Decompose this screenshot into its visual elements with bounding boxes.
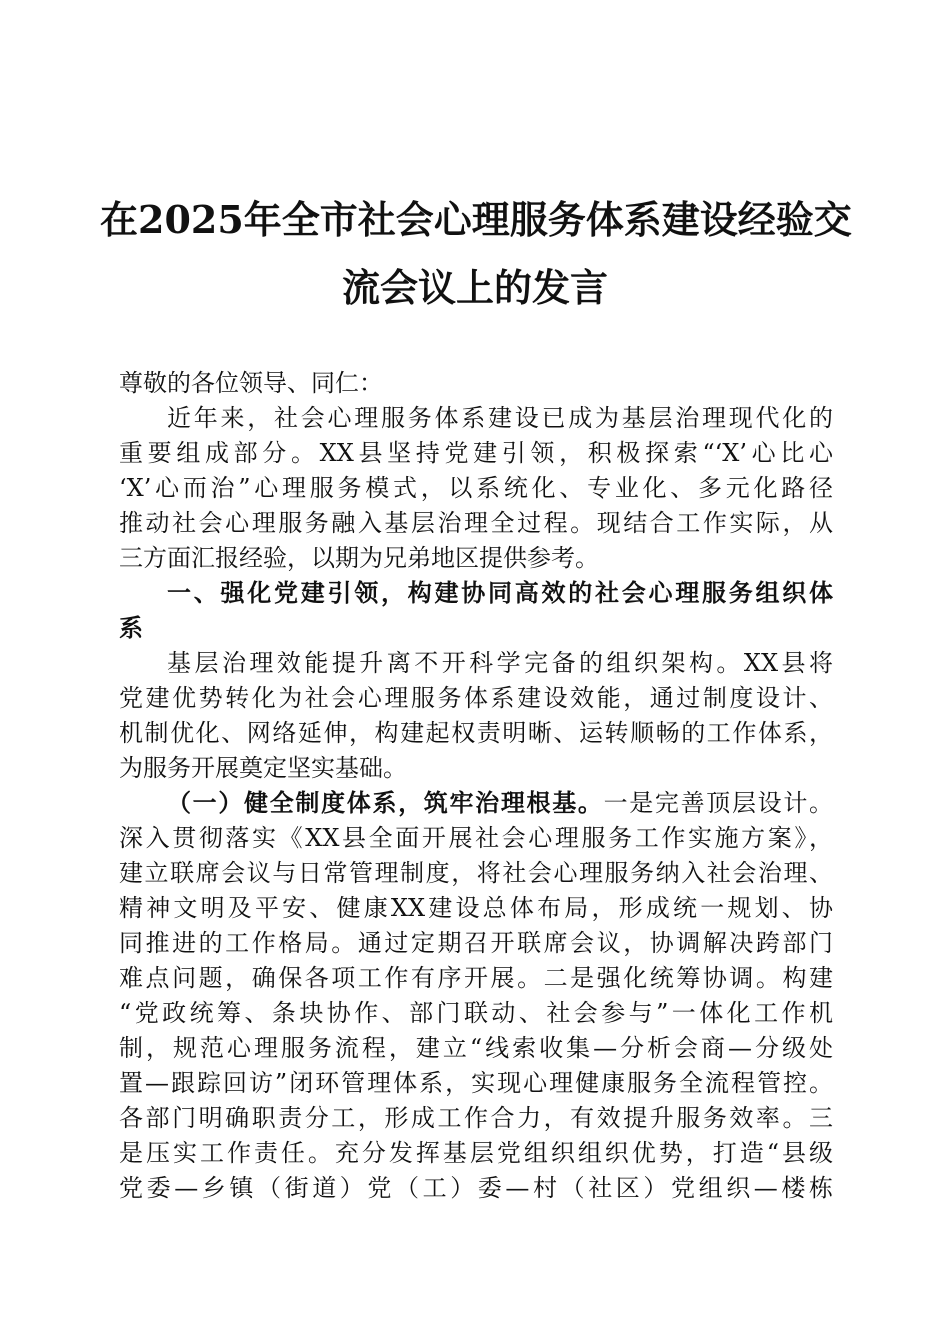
body-line: 精神文明及平安、健康XX建设总体布局，形成统一规划、协 — [119, 894, 833, 922]
intro-line: 近年来，社会心理服务体系建设已成为基层治理现代化的 — [167, 404, 833, 432]
body-line: 是压实工作责任。充分发挥基层党组织组织优势，打造“县级 — [119, 1139, 833, 1167]
section-heading-line: 一、强化党建引领，构建协同高效的社会心理服务组织体 — [167, 578, 833, 607]
subsection-heading: （一）健全制度体系，筑牢治理根基。 — [167, 788, 604, 817]
body-line: 党委—乡镇（街道）党（工）委—村（社区）党组织—楼栋 — [119, 1174, 833, 1202]
body-line: 深入贯彻落实《XX县全面开展社会心理服务工作实施方案》， — [119, 824, 833, 852]
body-line: 难点问题，确保各项工作有序开展。二是强化统筹协调。构建 — [119, 964, 833, 992]
subsection-text: 一是完善顶层设计。 — [603, 789, 834, 817]
intro-line: 重要组成部分。XX县坚持党建引领，积极探索“‘X’心比心 — [119, 439, 833, 467]
body-line: 基层治理效能提升离不开科学完备的组织架构。XX县将 — [167, 649, 833, 677]
document-title-line-2: 流会议上的发言 — [341, 265, 608, 310]
body-line: 建立联席会议与日常管理制度，将社会心理服务纳入社会治理、 — [119, 859, 833, 887]
subsection-line — [167, 788, 833, 818]
body-line: 为服务开展奠定坚实基础。 — [119, 754, 407, 782]
document-title-line-1: 在2025年全市社会心理服务体系建设经验交 — [100, 197, 852, 242]
body-line: 各部门明确职责分工，形成工作合力，有效提升服务效率。三 — [119, 1104, 833, 1132]
body-line: 制，规范心理服务流程，建立“线索收集—分析会商—分级处 — [119, 1034, 833, 1062]
body-line: 置—跟踪回访”闭环管理体系，实现心理健康服务全流程管控。 — [119, 1069, 833, 1097]
body-line: 同推进的工作格局。通过定期召开联席会议，协调解决跨部门 — [119, 929, 833, 957]
intro-line: 三方面汇报经验，以期为兄弟地区提供参考。 — [119, 544, 599, 572]
body-line: 机制优化、网络延伸，构建起权责明晰、运转顺畅的工作体系， — [119, 719, 833, 747]
intro-line: 推动社会心理服务融入基层治理全过程。现结合工作实际，从 — [119, 509, 833, 537]
salutation: 尊敬的各位领导、同仁： — [119, 369, 383, 397]
intro-line: ‘X’心而治”心理服务模式，以系统化、专业化、多元化路径 — [119, 474, 833, 502]
section-heading-line: 系 — [119, 613, 143, 642]
body-line: “党政统筹、条块协作、部门联动、社会参与”一体化工作机 — [119, 999, 833, 1027]
body-line: 党建优势转化为社会心理服务体系建设效能，通过制度设计、 — [119, 684, 833, 712]
